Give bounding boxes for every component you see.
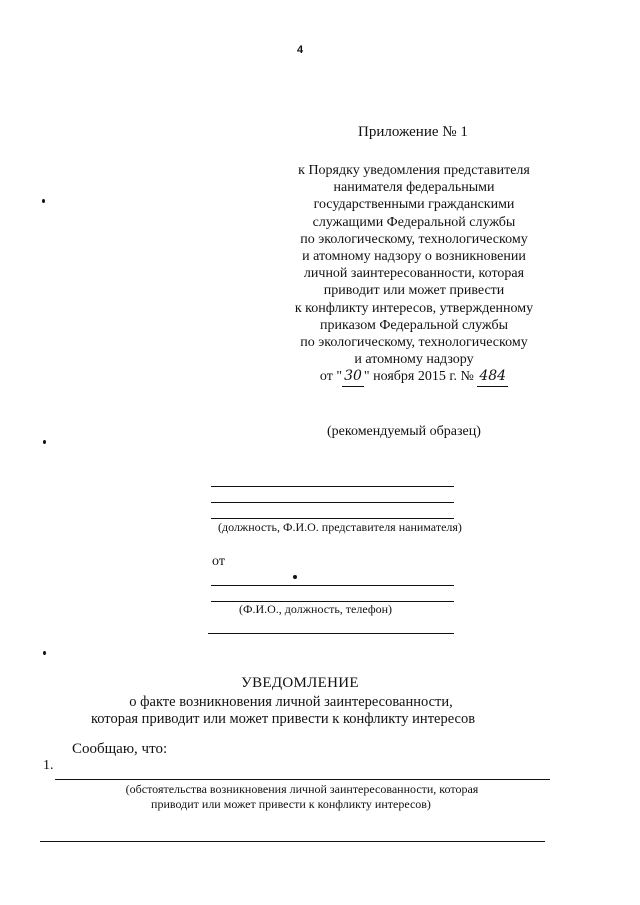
report-text: Сообщаю, что: bbox=[72, 741, 168, 757]
approval-line: к Порядку уведомления представителя bbox=[298, 163, 530, 178]
recipient-line bbox=[211, 486, 454, 487]
sender-caption: (Ф.И.О., должность, телефон) bbox=[239, 602, 393, 616]
recipient-line bbox=[211, 502, 454, 503]
approval-date-line bbox=[270, 368, 558, 386]
approval-line: по экологическому, технологическому bbox=[300, 335, 528, 351]
date-prefix: от " bbox=[319, 369, 343, 385]
notice-subtitle: о факте возникновения личной заинтересованности, bbox=[129, 694, 453, 710]
page-number: 4 bbox=[296, 44, 304, 56]
item-caption: (обстоятельства возникновения личной заинтересованности, которая bbox=[125, 782, 479, 796]
approval-line: личной заинтересованности, которая bbox=[303, 266, 525, 282]
appendix-title: Приложение № 1 bbox=[358, 124, 468, 140]
item-caption: приводит или может привести к конфликту интересов) bbox=[151, 797, 431, 811]
notice-title: УВЕДОМЛЕНИЕ bbox=[241, 675, 359, 691]
approval-line: нанимателя федеральными bbox=[333, 180, 495, 196]
scan-speck bbox=[293, 575, 297, 579]
approval-reference bbox=[270, 162, 558, 387]
approval-line: к конфликту интересов, утвержденному bbox=[294, 300, 534, 316]
sender-line bbox=[211, 585, 454, 586]
sender-line bbox=[208, 633, 454, 634]
sample-label: (рекомендуемый образец) bbox=[327, 424, 481, 439]
approval-line: служащими Федеральной службы bbox=[312, 214, 516, 230]
approval-line: и атомному надзору о возникновении bbox=[302, 249, 526, 265]
approval-line: и атомному надзору bbox=[354, 352, 474, 368]
scan-speck bbox=[43, 440, 46, 444]
handwritten-day: 30 bbox=[342, 368, 364, 386]
recipient-caption: (должность, Ф.И.О. представителя нанимателя) bbox=[218, 520, 462, 534]
approval-line: государственными гражданскими bbox=[313, 197, 515, 213]
approval-line: приводит или может привести bbox=[323, 283, 505, 299]
item-line bbox=[40, 841, 545, 842]
recipient-line bbox=[211, 518, 454, 519]
approval-line: приказом Федеральной службы bbox=[320, 317, 508, 333]
approval-line: по экологическому, технологическому bbox=[300, 231, 528, 247]
from-label: от bbox=[212, 554, 225, 569]
item-number: 1. bbox=[43, 758, 54, 773]
handwritten-order-number: 484 bbox=[477, 368, 508, 386]
date-middle: " ноября 2015 г. № bbox=[363, 369, 478, 385]
scan-speck bbox=[43, 651, 46, 655]
scan-speck bbox=[42, 199, 45, 203]
item-line bbox=[55, 779, 550, 780]
notice-subtitle: которая приводит или может привести к конфликту интересов bbox=[90, 711, 476, 727]
